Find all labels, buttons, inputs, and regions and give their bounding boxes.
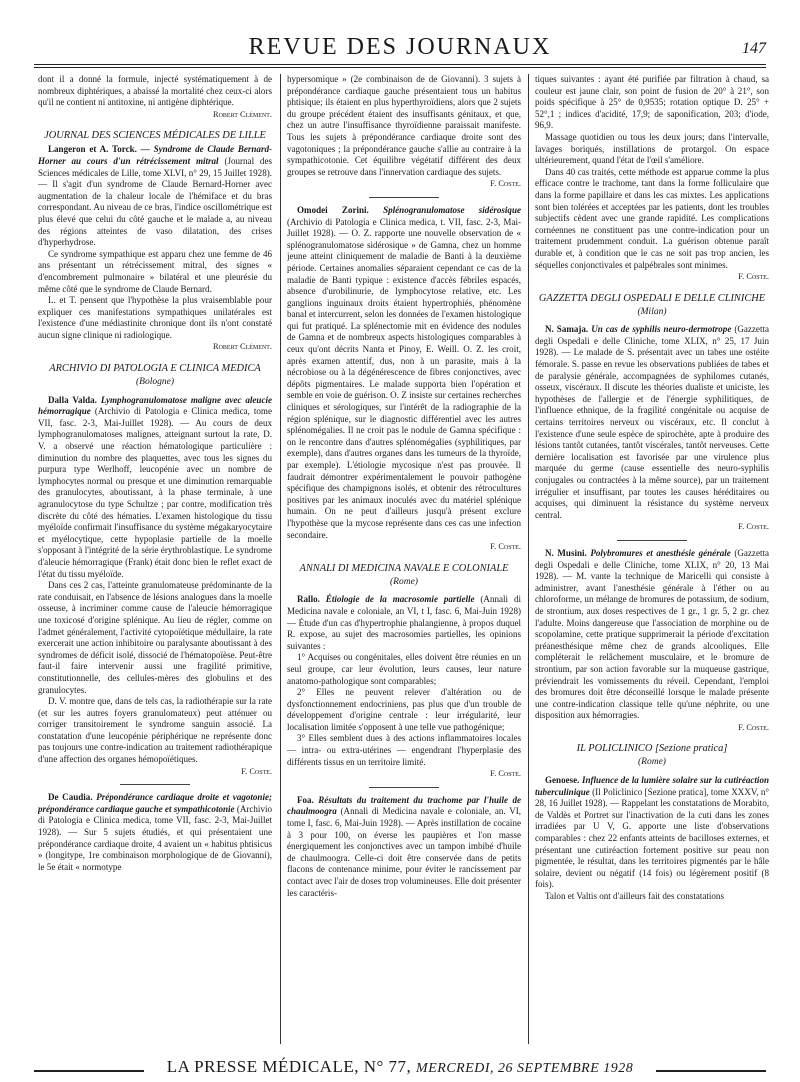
page-number: 147	[742, 40, 766, 57]
journal-city: (Milan)	[637, 306, 667, 317]
reviewer-signature: F. Coste.	[490, 769, 521, 779]
paragraph: Dans ces 2 cas, l'atteinte granulomateuse prédominante de la rate conduisait, en l'absence de lésions analogues dans la moelle osseuse, à incriminer comme cause de l'aleucie hémorragique une toxicosé d'origine splénique. Au lieu de régler, comme on l'admet généralement, l'activité cytopoïétique médullaire, la rate exercerait une action inhibitoire ou paralysante aboutissant à des syndromes de déficit isolé, dissocié de l'hématopoïèse. Peut-être faut-il faire intervenir aussi une fragilité primitive, constitutionnelle, des cellules-mères des globulins et des granulocytes.	[38, 580, 272, 695]
article-title: Splénogranulomatose sidérosique	[383, 204, 521, 215]
article-body: (Archivio di Patologia e Clinica medica, tome VII, fasc. 2-3, Mai-Juillet 1928). — Au cours de deux lymphogranulomatoses malignes, atteignant surtout la rate, D. V. a observé une réaction hématologique particulière : diminution du nombre des plaquettes, avec tous les signes du purpura type Werlhoff, leucopénie avec un nombre de lymphocytes normal ou presque et une diminution remarquable des granulocytes, aboutissant, à la phase terminale, à une agranulocytose du type Schultze ; par contre, modification très discrète du côté des hématies. L'examen histologique du tissu myéloïde confirmait l'insuffisance du système mégakaryocytaire et myélocytique, cette hypoplasie partielle de la moelle s'opposant à l'intégrité de la série érythroblastique. Le syndrome d'aleucie hémorragique (Frank) était donc bien le reflet exact de l'état du tissu myéloïde.	[38, 406, 272, 579]
article-paragraph	[38, 144, 272, 248]
article-author: Rallo.	[297, 594, 320, 605]
reviewer-signature: F. Coste.	[490, 179, 521, 189]
reviewer-signature: F. Coste.	[738, 722, 769, 732]
paragraph: dont il a donné la formule, injecté systématiquement à de nombreux diphtériques, a abaissé la mortalité chez ceux-ci alors qu'il ne contient ni antitoxine, ni antigène diphtérique.	[38, 74, 272, 108]
paragraph: tiques suivantes : ayant été purifiée par filtration à chaud, sa couleur est jaune clair, son point de fusion de 20° à 21°, son poids spécifique à 25° de 0,9535; rotation optique D. 25° + 52°,1 ; indices d'acidité, 17,9; de saponification, 203; d'iode, 96,9.	[535, 74, 769, 131]
article-paragraph	[535, 548, 769, 722]
article-separator	[369, 197, 439, 198]
article-author: Omodei Zorini.	[297, 204, 369, 215]
journal-heading: GAZZETTA DEGLI OSPEDALI E DELLE CLINICHE	[538, 292, 766, 304]
article-title: Polybromures et anesthésie générale	[590, 547, 731, 558]
reviewer-signature: F. Coste.	[738, 522, 769, 532]
article-title: — Syndrome de Claude Bernard-Horner au cours d'un rétrécissement mitral	[38, 144, 272, 166]
reviewer-signature: F. Coste.	[241, 766, 272, 776]
paragraph: Dans 40 cas traités, cette méthode est apparue comme la plus efficace contre le trachome, tant dans la forme folliculaire que dans la forme papillaire et dans les cas mixtes. Les applications sont bien tolérées et acceptées par les patients, dont les troubles subjectifs cèdent avec une grande rapidité. Les complications cornéennes ne constituent pas une contre-indication pour un traitement prudemment conduit. La guérison obtenue paraît durable et, à condition que le cas ne soit pas trop ancien, les séquelles conjonctivales et palpébrales sont minimes.	[535, 166, 769, 270]
article-title: Influence de la lumière solaire sur la cutiréaction tuberculinique	[535, 775, 769, 797]
article-title: Lymphogranulomatose maligne avec aleucie hémorragique	[38, 394, 272, 417]
journal-heading: IL POLICLINICO [Sezione pratica]	[576, 743, 728, 755]
reviewer-signature: Robert Clément.	[213, 342, 272, 352]
paragraph: hypersomique » (2e combinaison de de Giovanni). 3 sujets à prépondérance cardiaque gauche présentaient tous un habitus phtisique; ils étaient en plus hyperthyroïdiens, alors que 2 sujets du groupe précédent étaient des insuffisants génitaux, et que, chez un autre l'insuffisance thyroïdienne paraissait manifeste. Tous les sujets à prépondérance cardiaque droite sont des vagotoniques ; la prépondérance gauche s'allie au contraire à la sympathicotonie. Cet équilibre végétatif différent des deux groupes se retrouve dans l'innervation cardiaque des sujets.	[287, 74, 521, 177]
article-title: Un cas de syphilis neuro-dermotrope	[591, 324, 732, 335]
journal-heading: JOURNAL DES SCIENCES MÉDICALES DE LILLE	[44, 130, 266, 142]
reviewer-signature: F. Coste.	[738, 272, 769, 282]
column-divider	[280, 74, 281, 1044]
journal-heading: ARCHIVIO DI PATOLOGIA E CLINICA MEDICA	[49, 363, 261, 375]
page-footer	[34, 1057, 766, 1081]
article-author: De Caudia.	[48, 792, 93, 803]
paragraph: Talon et Valtis ont d'ailleurs fait des constatations	[545, 891, 724, 901]
article-body: (Annali di Medicina navale e coloniale, an VI, t I, fasc. 6, Mai-Juin 1928) — Étude d'un cas d'hypertrophie phalangienne, à propos duquel R. expose, au sujet des macrosomies partielles, les opinions suivantes :	[287, 594, 521, 651]
article-separator	[369, 787, 439, 788]
article-author: N. Samaja.	[545, 324, 589, 335]
article-title: Résultats du traitement du trachome par l'huile de chaulmoogra	[287, 794, 521, 817]
paragraph: 1° Acquises ou congénitales, elles doivent être réunies en un seul groupe, car leur évolution, leurs causes, leur nature anatomo-pathologique sont comparables;	[287, 652, 521, 686]
header-rule	[34, 64, 766, 65]
article-paragraph	[535, 324, 769, 521]
article-separator	[120, 784, 190, 785]
article-body: (Journal des Sciences médicales de Lille, tome XLVI, n° 29, 15 Juillet 1928). — Il s'agit d'un syndrome de Claude Bernard-Horner avec augmentation de la chaleur locale de l'hémiface et du bras correspondant. Au niveau de ce bras, l'indice oscillométrique est plus élevé que celui du côté gauche et le malade a, au niveau des régions atteintes de vaso dilatation, des crises d'hyperhydrose.	[38, 155, 272, 248]
reviewer-signature: F. Coste.	[490, 542, 521, 552]
running-title: REVUE DES JOURNAUX	[248, 34, 552, 60]
text-column-left	[38, 74, 272, 1050]
article-title: Prépondérance cardiaque droite et vagotonie; prépondérance cardiaque gauche et sympathicotonie	[38, 792, 272, 814]
article-author: Dalla Valda.	[48, 394, 97, 405]
header-rule-thin	[34, 67, 766, 68]
footer-journal: LA PRESSE MÉDICALE, N° 77,	[166, 1057, 412, 1076]
article-paragraph	[38, 792, 272, 873]
article-author: Langeron et A. Torck.	[48, 144, 137, 155]
journal-city: (Bologne)	[136, 377, 174, 388]
article-body: (Gazzetta degli Ospedali e delle Cliniche, tome XLIX, n° 25, 17 Juin 1928). — Le malade de S. présentait avec un tabes une ostéite fémorale. S. passe en revue les observations publiées de tabes et de paralysie générale, accompagnées de syphilomes cutanés, osseux, viscéraux. Il discute les théories dualiste et uniciste, les hypothèses de l'allergie et de l'énergie syphilitiques, de l'influence ethnique, de la fragilité congénitale ou acquise de certains territoires nerveux ou viscéraux, etc. Il conclut à l'existence d'une seule espèce de spirochète, apte à produire des lésions tantôt cutanées, tantôt viscérales, tantôt nerveuses. Cette dernière localisation est favorisée par une virulence plus marquée du germe (cause essentielle des neuro-syphilis conjugales ou contractées à la même source), par un traitement irrégulier et insuffisant, par toutes les causes héréditaires ou acquises, qui diminuent la résistance du système nerveux central.	[535, 324, 769, 520]
article-author: N. Musini.	[545, 547, 587, 558]
journal-city: (Rome)	[390, 576, 418, 587]
column-divider	[528, 74, 529, 1044]
footer-date: MERCREDI, 26 SEPTEMBRE 1928	[416, 1061, 634, 1076]
article-body: (Archivio di Patologia e Clinica medica, t. VII, fasc. 2-3, Mai-Juillet 1928). — O. Z. rapporte une nouvelle observation de « splénogranulomatose sidérosique » de Gamna, chez un homme jeune atteint cliniquement de maladie de Banti à la deuxième période. Certaines anomalies séparaient cependant ce cas de la maladie de Banti typique : existence d'accès fébriles espacés, absence d'urobilinurie, de lymphocytose relative, etc. Les ganglions inguinaux droits étaient hypertrophiés, phénomène banal et intercurrent, selon les données de l'examen histologique qui fut pratiqué. La splénectomie mit en évidence des nodules de Gamna et de nombreux aspects histologiques comparables à ceux qu'ont décrits Nanta et Pinoy, E. Weill. O. Z. les croit, après examen attentif, dus, non à un parasite, mais à la nécrobiose ou à la dégénérescence de fibres conjonctives, avec dépôts pigmentaires. Le malade supporta bien l'opération et semble en voie de guérison. O. Z insiste sur certaines recherches cliniques et sérologiques, sur l'intérêt de la radiographie de la région splénique, sur le diagnostic différentiel avec les autres splénomégalies. Il ne croit pas le nodule de Gamna spécifique : on le rencontre dans d'autres splénomégalies (syphilitiques, par exemple), dans d'autres organes dans les tumeurs de la thyroïde, par exemple). L'étiologie mycosique n'est pas prouvée. Il faudrait démontrer expérimentalement le pouvoir pathogène spécifique des champignons isolés, et obtenir des rétrocultures positives par les animaux inoculés avec du matériel splénique humain. On ne peut d'ailleurs jusqu'à présent exclure l'hypothèse que la mycose représente dans ces cas une infection secondaire.	[287, 216, 521, 540]
article-paragraph	[38, 395, 272, 581]
paragraph: 3° Elles semblent dues à des actions inflammatoires locales — intra- ou extra-utérines — engendrant l'hyperplasie des différents tissus en un territoire limité.	[287, 733, 521, 767]
paragraph: L. et T. pensent que l'hypothèse la plus vraisemblable pour expliquer ces manifestations sympathiques unilatérales est l'existence d'une médiastinite chronique dont ils n'ont constaté aucun signe clinique ni radiologique.	[38, 295, 272, 340]
text-column-middle	[287, 74, 521, 1050]
paragraph: Massage quotidien ou tous les deux jours; dans l'intervalle, lavages boriqués, instillations de protargol. On espace ultérieurement, quand l'état de l'œil s'améliore.	[535, 131, 769, 166]
article-author: Foa.	[297, 794, 314, 805]
page-header	[34, 28, 766, 64]
article-body: (Annali di Medicina navale e coloniale, an. VI, tome I, fasc. 6, Mai-Juin 1928). — Après instillation de cocaïne à 3 pour 100, on éverse les paupières et l'on masse énergiquement les conjonctives avec un tampon imbibé d'huile de chaulmoogra. Celle-ci doit être conservée dans de petits flacons de contenance minime, pour éviter le rancissement par contact avec l'air de doses trop volumineuses. Elle doit présenter les caractéris-	[287, 806, 521, 898]
article-separator	[617, 540, 687, 541]
reviewer-signature: Robert Clément.	[213, 109, 272, 119]
article-title: Étiologie de la macrosomie partielle	[325, 594, 475, 605]
article-paragraph	[535, 775, 769, 891]
article-paragraph	[287, 795, 521, 899]
paragraph: D. V. montre que, dans de tels cas, la radiothérapie sur la rate (et sur les autres foyers granulomateux) peut atténuer ou corriger transitoirement le syndrome sanguin associé. La constatation d'une leucopénie périphérique ne représente donc pas toujours une contre-indication au traitement radiothérapique d'une affection des organes hémopoïétiques.	[38, 696, 272, 765]
article-body: (Il Policlinico [Sezione pratica], tome XXXV, n° 28, 16 Juillet 1928). — Rappelant les constatations de Morabito, de Valdès et Portret sur l'inactivation de la cuti dans les zones irradiées par U V, G. apporte une liste d'observations comparables : chez 22 enfants atteints de bacilloses externes, et présentant une cutiréaction fortement positive sur peau non pigmentée, le résultat, dans les territoires pigmentés par le hâle solaire, devient ou négatif (14 fois) ou légèrement positif (8 fois).	[535, 786, 769, 890]
paragraph: Ce syndrome sympathique est apparu chez une femme de 46 ans présentant un rétrécissement mitral, des signes « d'encombrement pulmonaire » bilatéral et une pleurésie du même côté que le syndrome de Claude Bernard.	[38, 248, 272, 294]
article-paragraph	[287, 594, 521, 652]
journal-heading: ANNALI DI MEDICINA NAVALE E COLONIALE	[299, 562, 509, 574]
journal-city: (Rome)	[638, 757, 666, 768]
article-paragraph	[287, 205, 521, 541]
article-body: (Archivio di Patologia e Clinica medica, tome VII, fasc. 2-3, Mai-Juillet 1928). — Sur 5 sujets étudiés, et qui présentaient une prépondérance cardiaque droite, 4 avaient un « habitus phtisicus » (longitype, 1re combinaison morphologique de de Giovanni), le 5e était « normotype	[38, 803, 272, 872]
article-body: (Gazzetta degli Ospedali e delle Cliniche, tome XLIX, n° 20, 13 Mai 1928). — M. vante la technique de Maricelli qui consiste à administrer, avant l'anesthésie générale à l'éther ou au chloroforme, un mélange de bromures de potassium, de sodium, de strontium, aux doses respectives de 1 gr., 1 gr. 5, 2 gr. chez l'adulte. Moins dangereuse que l'association de morphine ou de scopolamine, cette pratique supprimerait la période d'excitation préanesthésique même chez de grands alcooliques. Elle compléterait le relâchement musculaire, et le bromure de strontium, par son action favorable sur la muqueuse gastrique, préviendrait les vomissements du réveil. Cependant, l'emploi des bromures doit être déconseillé lorsque le malade présente une contre-indication classique telle qu'une néphrite, ou une disposition aux hémorragies.	[535, 547, 769, 721]
footer-rule-right	[656, 1070, 766, 1072]
footer-text	[34, 1057, 766, 1077]
article-author: Genoese.	[545, 775, 580, 786]
paragraph: 2° Elles ne peuvent relever d'altération ou de dysfonctionnement endocriniens, pas plus que d'un trouble de développement d'origine centrale : leur irrégularité, leur localisation limitée s'opposent à une telle vue pathogénique;	[287, 687, 521, 732]
text-column-right	[535, 74, 769, 1050]
